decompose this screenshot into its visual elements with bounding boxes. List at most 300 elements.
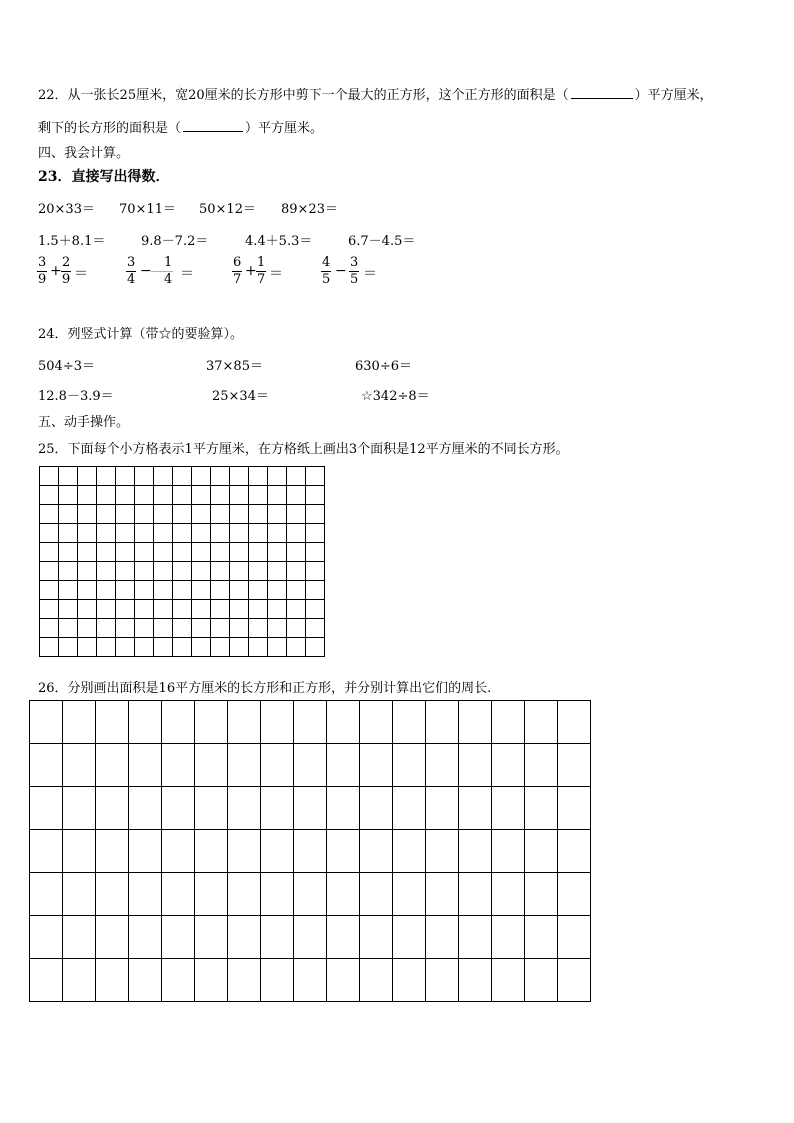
grid-cell[interactable]	[154, 505, 173, 524]
grid-cell[interactable]	[230, 543, 249, 562]
grid-cell[interactable]	[129, 959, 162, 1002]
fraction	[256, 256, 266, 287]
grid-cell[interactable]	[173, 600, 192, 619]
grid-cell[interactable]	[360, 830, 393, 873]
grid-cell[interactable]	[211, 638, 230, 657]
grid-cell[interactable]	[173, 505, 192, 524]
grid-cell[interactable]	[96, 701, 129, 744]
grid-cell[interactable]	[192, 600, 211, 619]
grid-cell[interactable]	[426, 873, 459, 916]
grid-cell[interactable]	[116, 467, 135, 486]
grid-cell[interactable]	[116, 524, 135, 543]
grid-cell[interactable]	[261, 744, 294, 787]
grid-cell[interactable]	[525, 830, 558, 873]
q23-row2-expr-4: 6.7－4.5＝	[348, 234, 416, 249]
grid-cell[interactable]	[287, 486, 306, 505]
grid-cell[interactable]	[162, 787, 195, 830]
grid-cell[interactable]	[268, 543, 287, 562]
grid-cell[interactable]	[96, 744, 129, 787]
grid-cell[interactable]	[360, 787, 393, 830]
grid-cell[interactable]	[287, 619, 306, 638]
grid-cell[interactable]	[129, 916, 162, 959]
grid-cell[interactable]	[230, 562, 249, 581]
grid-cell[interactable]	[59, 581, 78, 600]
grid-cell[interactable]	[30, 787, 63, 830]
grid-cell[interactable]	[261, 959, 294, 1002]
grid-cell[interactable]	[154, 619, 173, 638]
grid-cell[interactable]	[230, 505, 249, 524]
grid-cell[interactable]	[63, 830, 96, 873]
q24-row2-expr-2: 25×34＝	[212, 389, 269, 404]
grid-cell[interactable]	[135, 562, 154, 581]
grid-cell[interactable]	[192, 619, 211, 638]
grid-cell[interactable]	[249, 543, 268, 562]
fraction-denominator: 4	[164, 272, 173, 287]
grid-cell[interactable]	[173, 543, 192, 562]
grid-cell[interactable]	[195, 701, 228, 744]
grid-cell[interactable]	[59, 486, 78, 505]
grid-cell[interactable]	[59, 619, 78, 638]
grid-cell[interactable]	[492, 830, 525, 873]
grid-cell[interactable]	[261, 701, 294, 744]
grid-cell[interactable]	[78, 600, 97, 619]
grid-cell[interactable]	[558, 959, 591, 1002]
grid-row	[40, 524, 325, 543]
grid-cell[interactable]	[230, 467, 249, 486]
grid-cell[interactable]	[306, 505, 325, 524]
grid-cell[interactable]	[154, 543, 173, 562]
grid-cell[interactable]	[78, 562, 97, 581]
grid-cell[interactable]	[230, 619, 249, 638]
grid-cell[interactable]	[116, 638, 135, 657]
grid-cell[interactable]	[63, 787, 96, 830]
grid-cell[interactable]	[228, 916, 261, 959]
grid-cell[interactable]	[459, 959, 492, 1002]
grid-cell[interactable]	[162, 830, 195, 873]
grid-cell[interactable]	[268, 486, 287, 505]
grid-cell[interactable]	[287, 581, 306, 600]
grid-cell[interactable]	[268, 638, 287, 657]
grid-cell[interactable]	[393, 830, 426, 873]
grid-cell[interactable]	[135, 543, 154, 562]
grid-cell[interactable]	[306, 524, 325, 543]
grid-cell[interactable]	[40, 600, 59, 619]
grid-cell[interactable]	[249, 638, 268, 657]
grid-cell[interactable]	[30, 830, 63, 873]
grid-cell[interactable]	[192, 581, 211, 600]
grid-cell[interactable]	[97, 600, 116, 619]
grid-cell[interactable]	[129, 701, 162, 744]
grid-cell[interactable]	[360, 873, 393, 916]
grid-cell[interactable]	[558, 916, 591, 959]
grid-cell[interactable]	[393, 744, 426, 787]
grid-cell[interactable]	[78, 638, 97, 657]
grid-cell[interactable]	[306, 619, 325, 638]
grid-cell[interactable]	[294, 701, 327, 744]
grid-cell[interactable]	[30, 744, 63, 787]
grid-cell[interactable]	[268, 581, 287, 600]
grid-cell[interactable]	[97, 543, 116, 562]
grid-cell[interactable]	[195, 787, 228, 830]
grid-cell[interactable]	[59, 543, 78, 562]
grid-cell[interactable]	[228, 959, 261, 1002]
fraction-numerator: 3	[38, 255, 47, 270]
grid-cell[interactable]	[525, 787, 558, 830]
grid-cell[interactable]	[228, 744, 261, 787]
grid-cell[interactable]	[426, 830, 459, 873]
grid-cell[interactable]	[249, 619, 268, 638]
grid-cell[interactable]	[97, 505, 116, 524]
grid-cell[interactable]	[59, 505, 78, 524]
grid-cell[interactable]	[30, 959, 63, 1002]
grid-cell[interactable]	[211, 467, 230, 486]
grid-row	[30, 916, 591, 959]
grid-cell[interactable]	[154, 600, 173, 619]
grid-cell[interactable]	[192, 524, 211, 543]
grid-cell[interactable]	[78, 505, 97, 524]
grid-row	[40, 600, 325, 619]
grid-cell[interactable]	[294, 959, 327, 1002]
grid-cell[interactable]	[294, 744, 327, 787]
grid-cell[interactable]	[426, 916, 459, 959]
grid-cell[interactable]	[154, 638, 173, 657]
grid-cell[interactable]	[192, 638, 211, 657]
grid-cell[interactable]	[96, 873, 129, 916]
q22-text-1: 22．从一张长25厘米，宽20厘米的长方形中剪下一个最大的正方形，这个正方形的面积是（	[38, 88, 569, 103]
grid-cell[interactable]	[327, 873, 360, 916]
grid-cell[interactable]	[327, 830, 360, 873]
grid-cell[interactable]	[268, 505, 287, 524]
grid-cell[interactable]	[211, 486, 230, 505]
grid-cell[interactable]	[360, 744, 393, 787]
q22-text-3: 剩下的长方形的面积是（	[38, 121, 182, 136]
grid-cell[interactable]	[78, 581, 97, 600]
grid-cell[interactable]	[135, 505, 154, 524]
grid-cell[interactable]	[327, 916, 360, 959]
grid-cell[interactable]	[294, 830, 327, 873]
grid-cell[interactable]	[195, 873, 228, 916]
q24-row2-expr-3: ☆342÷8＝	[361, 389, 430, 404]
grid-cell[interactable]	[230, 638, 249, 657]
grid-cell[interactable]	[40, 581, 59, 600]
grid-cell[interactable]	[287, 600, 306, 619]
q23-row1-expr-1: 20×33＝	[38, 202, 95, 217]
grid-cell[interactable]	[268, 562, 287, 581]
grid-cell[interactable]	[306, 543, 325, 562]
grid-cell[interactable]	[40, 524, 59, 543]
grid-cell[interactable]	[135, 600, 154, 619]
grid-row	[30, 830, 591, 873]
grid-cell[interactable]	[192, 486, 211, 505]
grid-cell[interactable]	[162, 701, 195, 744]
grid-cell[interactable]	[173, 467, 192, 486]
grid-cell[interactable]	[426, 787, 459, 830]
grid-cell[interactable]	[195, 916, 228, 959]
grid-cell[interactable]	[306, 581, 325, 600]
grid-cell[interactable]	[360, 959, 393, 1002]
grid-cell[interactable]	[211, 543, 230, 562]
grid-cell[interactable]	[154, 467, 173, 486]
grid-cell[interactable]	[63, 916, 96, 959]
q22-answer-blank-2[interactable]	[183, 119, 243, 132]
grid-cell[interactable]	[96, 916, 129, 959]
grid-cell[interactable]	[558, 744, 591, 787]
grid-cell[interactable]	[393, 916, 426, 959]
grid-cell[interactable]	[211, 562, 230, 581]
q26-grid-paper[interactable]	[29, 700, 591, 1002]
grid-cell[interactable]	[327, 744, 360, 787]
grid-cell[interactable]	[173, 562, 192, 581]
grid-cell[interactable]	[97, 562, 116, 581]
grid-cell[interactable]	[97, 638, 116, 657]
grid-cell[interactable]	[63, 701, 96, 744]
grid-cell[interactable]	[154, 581, 173, 600]
grid-cell[interactable]	[135, 619, 154, 638]
grid-row	[30, 959, 591, 1002]
grid-cell[interactable]	[459, 830, 492, 873]
grid-cell[interactable]	[360, 916, 393, 959]
grid-cell[interactable]	[63, 873, 96, 916]
grid-cell[interactable]	[129, 830, 162, 873]
grid-cell[interactable]	[162, 959, 195, 1002]
grid-cell[interactable]	[78, 524, 97, 543]
grid-cell[interactable]	[173, 619, 192, 638]
grid-cell[interactable]	[230, 581, 249, 600]
grid-cell[interactable]	[97, 581, 116, 600]
grid-cell[interactable]	[287, 562, 306, 581]
fraction-denominator: 4	[127, 272, 136, 287]
grid-cell[interactable]	[129, 787, 162, 830]
grid-cell[interactable]	[306, 600, 325, 619]
grid-cell[interactable]	[40, 638, 59, 657]
grid-cell[interactable]	[154, 562, 173, 581]
grid-cell[interactable]	[525, 701, 558, 744]
grid-cell[interactable]	[327, 959, 360, 1002]
grid-cell[interactable]	[116, 600, 135, 619]
grid-cell[interactable]	[97, 467, 116, 486]
grid-cell[interactable]	[135, 638, 154, 657]
grid-cell[interactable]	[525, 873, 558, 916]
grid-cell[interactable]	[78, 486, 97, 505]
grid-cell[interactable]	[30, 701, 63, 744]
grid-cell[interactable]	[249, 524, 268, 543]
grid-cell[interactable]	[360, 701, 393, 744]
grid-cell[interactable]	[63, 959, 96, 1002]
grid-cell[interactable]	[492, 701, 525, 744]
q22-answer-blank-1[interactable]	[571, 86, 633, 99]
grid-cell[interactable]	[492, 873, 525, 916]
grid-cell[interactable]	[492, 916, 525, 959]
grid-cell[interactable]	[393, 959, 426, 1002]
grid-cell[interactable]	[192, 543, 211, 562]
grid-cell[interactable]	[116, 486, 135, 505]
grid-cell[interactable]	[59, 638, 78, 657]
grid-cell[interactable]	[558, 873, 591, 916]
plus-sign: +	[245, 263, 257, 279]
grid-cell[interactable]	[228, 873, 261, 916]
grid-cell[interactable]	[306, 562, 325, 581]
grid-cell[interactable]	[116, 562, 135, 581]
grid-cell[interactable]	[63, 744, 96, 787]
grid-cell[interactable]	[268, 600, 287, 619]
grid-cell[interactable]	[327, 787, 360, 830]
grid-cell[interactable]	[294, 873, 327, 916]
grid-cell[interactable]	[59, 600, 78, 619]
grid-cell[interactable]	[459, 873, 492, 916]
grid-cell[interactable]	[116, 505, 135, 524]
grid-cell[interactable]	[230, 600, 249, 619]
grid-cell[interactable]	[96, 830, 129, 873]
grid-cell[interactable]	[135, 486, 154, 505]
grid-cell[interactable]	[261, 787, 294, 830]
grid-cell[interactable]	[492, 787, 525, 830]
q23-row1-expr-4: 89×23＝	[281, 202, 338, 217]
grid-cell[interactable]	[287, 638, 306, 657]
grid-cell[interactable]	[249, 600, 268, 619]
grid-cell[interactable]	[40, 505, 59, 524]
grid-cell[interactable]	[40, 562, 59, 581]
grid-cell[interactable]	[135, 467, 154, 486]
grid-cell[interactable]	[40, 543, 59, 562]
grid-cell[interactable]	[195, 744, 228, 787]
grid-cell[interactable]	[294, 787, 327, 830]
grid-cell[interactable]	[261, 916, 294, 959]
grid-cell[interactable]	[40, 486, 59, 505]
grid-cell[interactable]	[192, 505, 211, 524]
grid-cell[interactable]	[154, 524, 173, 543]
grid-cell[interactable]	[96, 959, 129, 1002]
grid-cell[interactable]	[393, 873, 426, 916]
grid-cell[interactable]	[195, 830, 228, 873]
grid-cell[interactable]	[492, 959, 525, 1002]
grid-cell[interactable]	[558, 701, 591, 744]
grid-cell[interactable]	[30, 916, 63, 959]
grid-cell[interactable]	[162, 916, 195, 959]
grid-cell[interactable]	[195, 959, 228, 1002]
q25-title: 25．下面每个小方格表示1平方厘米，在方格纸上画出3个面积是12平方厘米的不同长方形。	[38, 442, 569, 457]
grid-cell[interactable]	[30, 873, 63, 916]
grid-cell[interactable]	[211, 619, 230, 638]
q23-row1-expr-3: 50×12＝	[199, 202, 256, 217]
grid-cell[interactable]	[211, 524, 230, 543]
grid-cell[interactable]	[306, 486, 325, 505]
grid-cell[interactable]	[426, 744, 459, 787]
grid-cell[interactable]	[249, 486, 268, 505]
grid-cell[interactable]	[116, 543, 135, 562]
grid-cell[interactable]	[173, 524, 192, 543]
grid-cell[interactable]	[249, 562, 268, 581]
grid-cell[interactable]	[173, 581, 192, 600]
grid-cell[interactable]	[287, 505, 306, 524]
grid-cell[interactable]	[78, 619, 97, 638]
grid-cell[interactable]	[327, 701, 360, 744]
grid-cell[interactable]	[78, 467, 97, 486]
fraction-numerator: 3	[350, 255, 359, 270]
grid-cell[interactable]	[525, 916, 558, 959]
grid-cell[interactable]	[249, 505, 268, 524]
grid-cell[interactable]	[135, 581, 154, 600]
grid-row	[40, 486, 325, 505]
grid-row	[30, 787, 591, 830]
grid-cell[interactable]	[268, 524, 287, 543]
grid-cell[interactable]	[97, 486, 116, 505]
grid-cell[interactable]	[78, 543, 97, 562]
grid-cell[interactable]	[261, 830, 294, 873]
grid-cell[interactable]	[59, 524, 78, 543]
grid-cell[interactable]	[173, 638, 192, 657]
grid-cell[interactable]	[96, 787, 129, 830]
q25-grid-paper[interactable]	[39, 466, 325, 657]
fraction-denominator: 5	[350, 272, 359, 287]
grid-cell[interactable]	[393, 701, 426, 744]
grid-cell[interactable]	[211, 581, 230, 600]
grid-cell[interactable]	[393, 787, 426, 830]
grid-row	[40, 619, 325, 638]
grid-cell[interactable]	[249, 581, 268, 600]
grid-cell[interactable]	[192, 467, 211, 486]
grid-cell[interactable]	[59, 467, 78, 486]
grid-cell[interactable]	[426, 701, 459, 744]
grid-cell[interactable]	[154, 486, 173, 505]
grid-cell[interactable]	[558, 830, 591, 873]
grid-cell[interactable]	[116, 581, 135, 600]
grid-cell[interactable]	[306, 638, 325, 657]
grid-cell[interactable]	[459, 701, 492, 744]
grid-cell[interactable]	[525, 959, 558, 1002]
grid-cell[interactable]	[249, 467, 268, 486]
grid-cell[interactable]	[459, 916, 492, 959]
grid-cell[interactable]	[162, 744, 195, 787]
grid-cell[interactable]	[40, 619, 59, 638]
grid-cell[interactable]	[306, 467, 325, 486]
grid-cell[interactable]	[228, 830, 261, 873]
grid-cell[interactable]	[162, 873, 195, 916]
grid-cell[interactable]	[287, 524, 306, 543]
grid-cell[interactable]	[173, 486, 192, 505]
grid-cell[interactable]	[129, 744, 162, 787]
grid-row	[30, 873, 591, 916]
grid-cell[interactable]	[97, 524, 116, 543]
grid-cell[interactable]	[459, 787, 492, 830]
grid-cell[interactable]	[192, 562, 211, 581]
grid-cell[interactable]	[40, 467, 59, 486]
grid-cell[interactable]	[459, 744, 492, 787]
grid-cell[interactable]	[558, 787, 591, 830]
grid-cell[interactable]	[211, 600, 230, 619]
grid-cell[interactable]	[287, 543, 306, 562]
grid-cell[interactable]	[230, 524, 249, 543]
grid-cell[interactable]	[59, 562, 78, 581]
grid-cell[interactable]	[116, 619, 135, 638]
grid-cell[interactable]	[129, 873, 162, 916]
grid-cell[interactable]	[492, 744, 525, 787]
q26-title: 26．分别画出面积是16平方厘米的长方形和正方形，并分别计算出它们的周长.	[38, 681, 492, 696]
grid-cell[interactable]	[294, 916, 327, 959]
grid-cell[interactable]	[287, 467, 306, 486]
grid-cell[interactable]	[228, 787, 261, 830]
fraction	[163, 256, 173, 287]
grid-cell[interactable]	[97, 619, 116, 638]
grid-cell[interactable]	[261, 873, 294, 916]
grid-cell[interactable]	[268, 467, 287, 486]
grid-cell[interactable]	[268, 619, 287, 638]
grid-cell[interactable]	[525, 744, 558, 787]
grid-cell[interactable]	[230, 486, 249, 505]
grid-cell[interactable]	[211, 505, 230, 524]
grid-cell[interactable]	[426, 959, 459, 1002]
grid-cell[interactable]	[228, 701, 261, 744]
grid-cell[interactable]	[135, 524, 154, 543]
